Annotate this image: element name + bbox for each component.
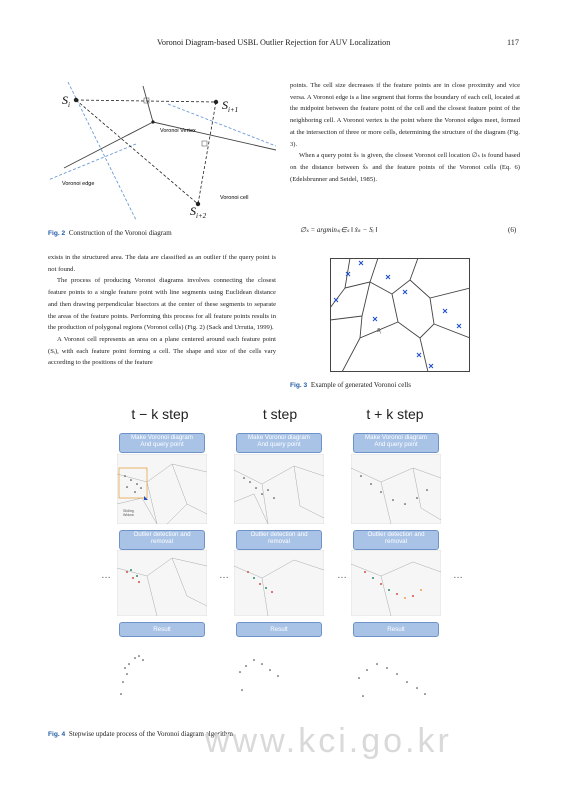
result-box: Result	[236, 622, 322, 637]
running-title: Voronoi Diagram-based USBL Outlier Rejection for AUV Localization	[157, 38, 391, 47]
step-label-t-minus-k: t − k step	[131, 406, 189, 422]
ellipsis: …	[101, 570, 111, 581]
outlier-panel-3	[351, 550, 441, 616]
outlier-panel-1	[117, 550, 207, 616]
fig2-caption: Fig. 2 Construction of the Voronoi diagram	[48, 229, 172, 237]
page-number: 117	[507, 38, 519, 47]
ellipsis: …	[219, 570, 229, 581]
outlier-detection-box: Outlier detection and removal	[119, 530, 205, 550]
right-paragraph-1: points. The cell size decreases if the feature points are in close proximity and vice versa. A Voronoi edge is a line segment that forms the boundary of each cell, located at the midpoint between the feature point of the cell and the closest feature point of the neighboring cell. A Voronoi vertex is the point where the Voronoi edges meet, formed at the intersection of three or more cells, determining the structure of the diagram (Fig. 3).	[290, 82, 520, 148]
s-i2-label: $S_{i+2}$	[190, 204, 207, 220]
svg-text:Widow: Widow	[123, 513, 134, 517]
fig2-voronoi-construction	[48, 82, 276, 220]
result-panel-2	[234, 638, 324, 708]
result-box: Result	[119, 622, 205, 637]
edge-label: Voronoi edge	[62, 181, 95, 187]
outlier-detection-box: Outlier detection and removal	[236, 530, 322, 550]
voronoi-panel-2	[234, 454, 324, 524]
fig4-caption: Fig. 4 Stepwise update process of the Voronoi diagram algorithm	[48, 730, 233, 738]
left-paragraph-1: exists in the structured area. The data are classified as an outlier if the query point is not found.	[48, 254, 276, 273]
left-paragraph-2: The process of producing Voronoi diagrams involves connecting the closest feature points to a single feature point with line segments using Euclidean distance and then drawing perpendicular bisectors at the center of these segments to separate the areas of the feature points. Performing this process for all feature points results in the production of polygonal regions (Voronoi cells) (Fig. 2) (Sack and Urrutia, 1999).	[48, 277, 276, 332]
ellipsis: …	[337, 570, 347, 581]
fig4-figure	[95, 402, 471, 720]
left-paragraph-3: A Voronoi cell represents an area on a plane centered around each feature point (Sᵢ), with each feature point forming a cell. The shape and size of the cells vary according to the positions of the feature	[48, 335, 276, 367]
s-i1-label: $S_{i+1}$	[222, 98, 239, 114]
make-voronoi-box: Make Voronoi diagram And query point	[353, 433, 439, 453]
result-panel-1	[117, 638, 207, 708]
equation-number: (6)	[508, 226, 517, 234]
s-i-label: $S_i$	[62, 93, 70, 109]
ellipsis: …	[453, 570, 463, 581]
fig3-voronoi-cells	[330, 258, 470, 372]
outlier-detection-box: Outlier detection and removal	[353, 530, 439, 550]
step-label-t: t step	[262, 406, 298, 422]
outlier-panel-2	[234, 550, 324, 616]
fig3-caption: Fig. 3 Example of generated Voronoi cells	[290, 381, 411, 389]
left-column-text	[48, 252, 276, 369]
right-paragraph-2: When a query point x̂ₖ is given, the closest Voronoi cell location ∅ₛ is found based on the distance between x̂ₖ and the feature points of the Voronoi cells (Eq. 6) (Edelsbrunner and Seidel, 1985).	[290, 152, 520, 183]
make-voronoi-box: Make Voronoi diagram And query point	[236, 433, 322, 453]
right-column-text	[290, 80, 520, 185]
equation-6: ∅ₛ = argminₛᵢ∈ₛ ‖ x̂ₖ − Sᵢ ‖	[300, 226, 378, 234]
vertex-label: Voronoi Vertex	[160, 128, 196, 134]
fig3-point-label: $S_i$	[377, 328, 382, 335]
result-box: Result	[353, 622, 439, 637]
make-voronoi-box: Make Voronoi diagram And query point	[119, 433, 205, 453]
svg-text:Sliding: Sliding	[123, 509, 134, 513]
step-label-t-plus-k: t + k step	[366, 406, 424, 422]
watermark: www.kci.go.kr	[205, 722, 452, 760]
voronoi-panel-1	[117, 454, 207, 524]
voronoi-panel-3	[351, 454, 441, 524]
result-panel-3	[351, 638, 441, 708]
cell-label: Voronoi cell	[220, 195, 249, 201]
